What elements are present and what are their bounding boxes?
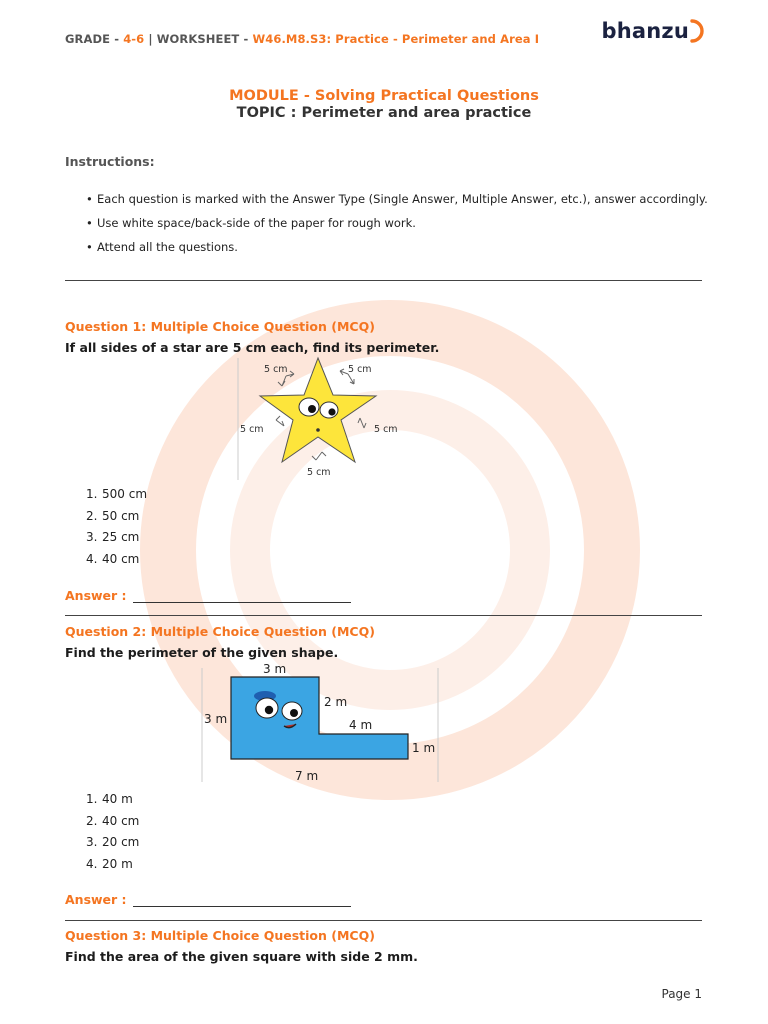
grade-label: GRADE - [65, 32, 124, 46]
question-1-text: If all sides of a star are 5 cm each, find its perimeter. [65, 340, 440, 355]
answer-label: Answer : [65, 892, 127, 907]
question-2-answer [65, 892, 351, 907]
instruction-item: • Attend all the questions. [86, 240, 708, 264]
question-2-options [86, 792, 139, 878]
divider [65, 615, 702, 616]
option-item[interactable]: 4. 20 m [86, 856, 133, 871]
option-item[interactable]: 2. 40 cm [86, 813, 140, 828]
question-3-text: Find the area of the given square with side 2 mm. [65, 949, 418, 964]
option-item[interactable]: 1. 500 cm [86, 487, 148, 501]
shape-side-label: 4 m [349, 718, 373, 732]
question-2-text: Find the perimeter of the given shape. [65, 645, 339, 660]
l-shape [231, 677, 408, 759]
option-item[interactable]: 4. 40 cm [86, 551, 140, 566]
shape-side-label: 1 m [412, 741, 436, 755]
instructions-list [86, 192, 708, 264]
option-item[interactable]: 1. 40 m [86, 792, 133, 806]
logo-text: bhanzu [601, 19, 689, 43]
answer-line[interactable] [133, 591, 351, 603]
instruction-item: • Each question is marked with the Answer Type (Single Answer, Multiple Answer, etc.), answer accordingly. [86, 192, 708, 216]
worksheet-header [65, 32, 539, 46]
star-side-label: 5 cm [374, 424, 398, 435]
shape-side-label: 3 m [263, 662, 287, 676]
instruction-item: • Use white space/back-side of the paper for rough work. [86, 216, 708, 240]
module-title: MODULE - Solving Practical Questions [229, 88, 539, 104]
star-side-label: 5 cm [307, 467, 331, 478]
question-1-title: Question 1: Multiple Choice Question (MCQ) [65, 319, 375, 334]
page-number: Page 1 [661, 987, 702, 1001]
logo-arc-icon [690, 18, 704, 44]
star-side-label: 5 cm [348, 364, 372, 375]
question-1-options [86, 487, 147, 573]
grade-value: 4-6 [123, 32, 145, 46]
option-item[interactable]: 3. 25 cm [86, 530, 140, 544]
shape-side-label: 7 m [295, 769, 319, 783]
l-shape-figure [198, 660, 442, 784]
instructions-title: Instructions: [65, 154, 155, 169]
divider [65, 920, 702, 921]
shape-side-label: 3 m [204, 712, 228, 726]
worksheet-label: | WORKSHEET - [144, 32, 253, 46]
bhanzu-logo [602, 18, 704, 44]
option-item[interactable]: 3. 20 cm [86, 835, 140, 849]
answer-label: Answer : [65, 588, 127, 603]
question-1-answer [65, 588, 351, 603]
option-item[interactable]: 2. 50 cm [86, 508, 140, 523]
question-3-title: Question 3: Multiple Choice Question (MCQ) [65, 928, 375, 943]
star-side-label: 5 cm [240, 424, 264, 435]
divider [65, 280, 702, 281]
topic-title: TOPIC : Perimeter and area practice [236, 105, 532, 121]
star-side-label: 5 cm [264, 364, 288, 375]
worksheet-value: W46.M8.S3: Practice - Perimeter and Area I [252, 32, 540, 46]
question-2-title: Question 2: Multiple Choice Question (MCQ) [65, 624, 375, 639]
answer-line[interactable] [133, 895, 351, 907]
star-figure [236, 356, 406, 482]
shape-side-label: 2 m [324, 695, 348, 709]
